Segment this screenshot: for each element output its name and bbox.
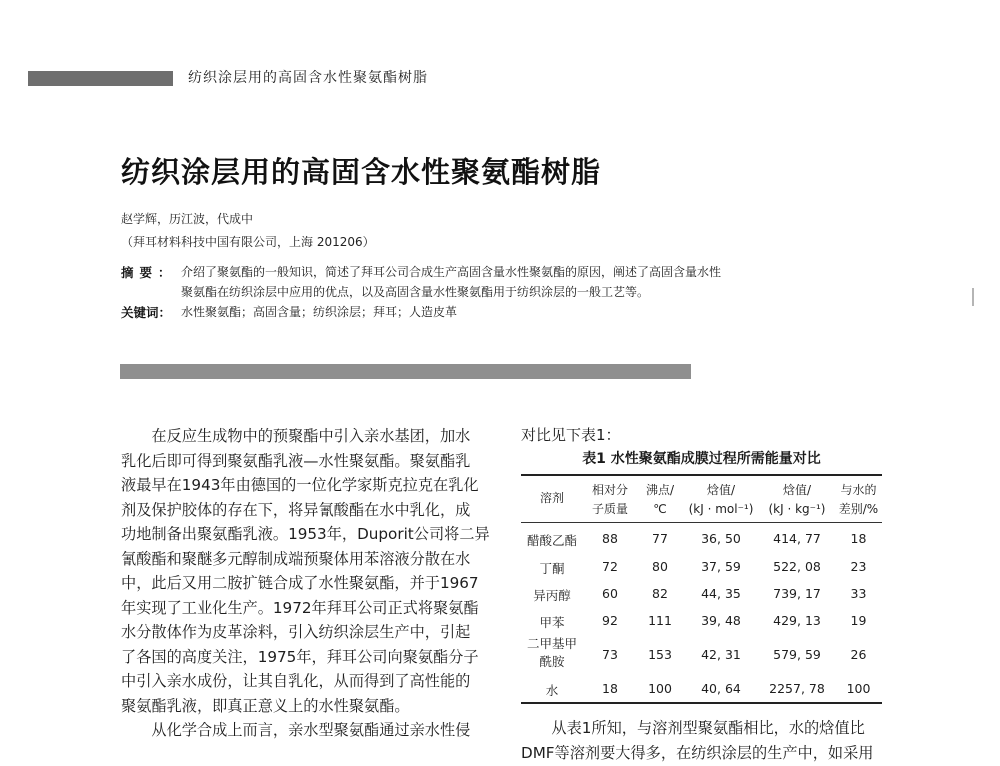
table-cell: 2257, 78 (769, 681, 825, 696)
body-line: 从化学合成上而言，亲水型聚氨酯通过亲水性侵 (121, 721, 471, 739)
table-cell-solvent: 甲苯 (539, 615, 565, 630)
table-cell: 92 (602, 613, 618, 628)
body-line: 了各国的高度关注，1975年，拜耳公司向聚氨酯分子 (121, 647, 479, 666)
energy-comparison-table (521, 476, 882, 702)
table-cell: 414, 77 (773, 531, 821, 546)
table-cell: 111 (648, 613, 672, 628)
table-cell: 26 (850, 647, 867, 662)
article-title: 纺织涂层用的高固含水性聚氨酯树脂 (121, 155, 602, 189)
table-cell-solvent: 丁酮 (539, 561, 565, 576)
abstract-label: 摘要： (121, 265, 177, 280)
keywords-label: 关键词： (121, 305, 172, 320)
body-line: DMF等溶剂要大得多，在纺织涂层的生产中，如采用 (521, 744, 874, 762)
table-cell-solvent: 二甲基甲 酰胺 (526, 636, 577, 669)
scan-edge-mark (972, 288, 974, 306)
table-caption: 表1 水性聚氨酯成膜过程所需能量对比 (582, 451, 821, 467)
body-line: 剂及保护胶体的存在下，将异氰酸酯在水中乳化，成 (121, 500, 471, 519)
keywords: 水性聚氨酯；高固含量；纺织涂层；拜耳；人造皮革 (181, 305, 458, 319)
table-cell: 60 (602, 586, 618, 601)
running-header: 纺织涂层用的高固含水性聚氨酯树脂 (188, 70, 428, 86)
table-header-cell: 沸点/ ℃ (645, 483, 675, 516)
body-line: 功地制备出聚氨酯乳液。1953年，Duporit公司将二异 (121, 525, 490, 543)
table-header-cell: 溶剂 (539, 491, 564, 505)
table-cell-solvent: 异丙醇 (533, 588, 571, 603)
table-cell: 19 (850, 613, 867, 628)
abstract-line: 聚氨酯在纺织涂层中应用的优点，以及高固含量水性聚氨酯用于纺织涂层的一般工艺等。 (181, 285, 650, 299)
body-line: 在反应生成物中的预聚酯中引入亲水基团，加水 (121, 427, 471, 445)
table-cell: 18 (602, 681, 618, 696)
table-cell: 579, 59 (773, 647, 821, 662)
body-line: 氰酸酯和聚醚多元醇制成端预聚体用苯溶液分散在水 (121, 549, 471, 568)
header-rule-bar (28, 71, 173, 86)
body-line: 年实现了工业化生产。1972年拜耳公司正式将聚氨酯 (121, 598, 479, 617)
body-line: 液最早在1943年由德国的一位化学家斯克拉克在乳化 (121, 476, 479, 494)
table-cell-solvent: 水 (545, 683, 559, 698)
table-header-cell: 焓值/ (kJ · mol⁻¹) (688, 483, 754, 516)
table-cell: 100 (648, 681, 672, 696)
section-separator-bar (120, 364, 691, 379)
table-bottom-rule (521, 702, 882, 704)
table-cell: 88 (602, 531, 618, 546)
table-header-cell: 焓值/ (kJ · kg⁻¹) (768, 483, 826, 516)
table-intro-text: 对比见下表1： (521, 426, 621, 444)
table-cell: 429, 13 (773, 613, 821, 628)
table-cell: 23 (850, 559, 867, 574)
table-header-cell: 与水的 差别/% (838, 483, 879, 516)
table-cell: 39, 48 (701, 613, 741, 628)
table-cell: 37, 59 (701, 559, 741, 574)
table-cell: 42, 31 (701, 647, 741, 662)
body-line: 中引入亲水成份，让其自乳化，从而得到了高性能的 (121, 672, 471, 690)
table-cell: 33 (850, 586, 867, 601)
table-cell: 100 (846, 681, 871, 696)
table-cell: 44, 35 (701, 586, 741, 601)
table-cell: 36, 50 (701, 531, 741, 546)
body-line: 聚氨酯乳液，即真正意义上的水性聚氨酯。 (121, 696, 410, 715)
body-line: 从表1所知，与溶剂型聚氨酯相比，水的焓值比 (521, 719, 865, 737)
affiliation: （拜耳材料科技中国有限公司，上海 201206） (121, 235, 375, 249)
abstract-line: 介绍了聚氨酯的一般知识，简述了拜耳公司合成生产高固含量水性聚氨酯的原因，阐述了高固含量水性 (181, 265, 722, 279)
table-cell: 73 (602, 647, 618, 662)
table-cell: 80 (652, 559, 668, 574)
table-cell: 82 (652, 586, 668, 601)
table-cell-solvent: 醋酸乙酯 (526, 533, 577, 548)
table-cell: 522, 08 (773, 559, 821, 574)
table-header-cell: 相对分 子质量 (591, 483, 628, 516)
body-left-column (121, 424, 491, 743)
authors: 赵学辉，历江波，代成中 (121, 212, 254, 226)
table-cell: 40, 64 (701, 681, 741, 696)
table-cell: 77 (652, 531, 668, 546)
body-line: 乳化后即可得到聚氨酯乳液—水性聚氨酯。聚氨酯乳 (121, 451, 471, 470)
table-cell: 18 (850, 531, 867, 546)
table-cell: 72 (602, 559, 618, 574)
table-cell: 153 (648, 647, 672, 662)
body-line: 水分散体作为皮革涂料，引入纺织涂层生产中，引起 (121, 623, 471, 641)
body-line: 中，此后又用二胺扩链合成了水性聚氨酯，并于1967 (121, 574, 479, 592)
table-cell: 739, 17 (773, 586, 821, 601)
